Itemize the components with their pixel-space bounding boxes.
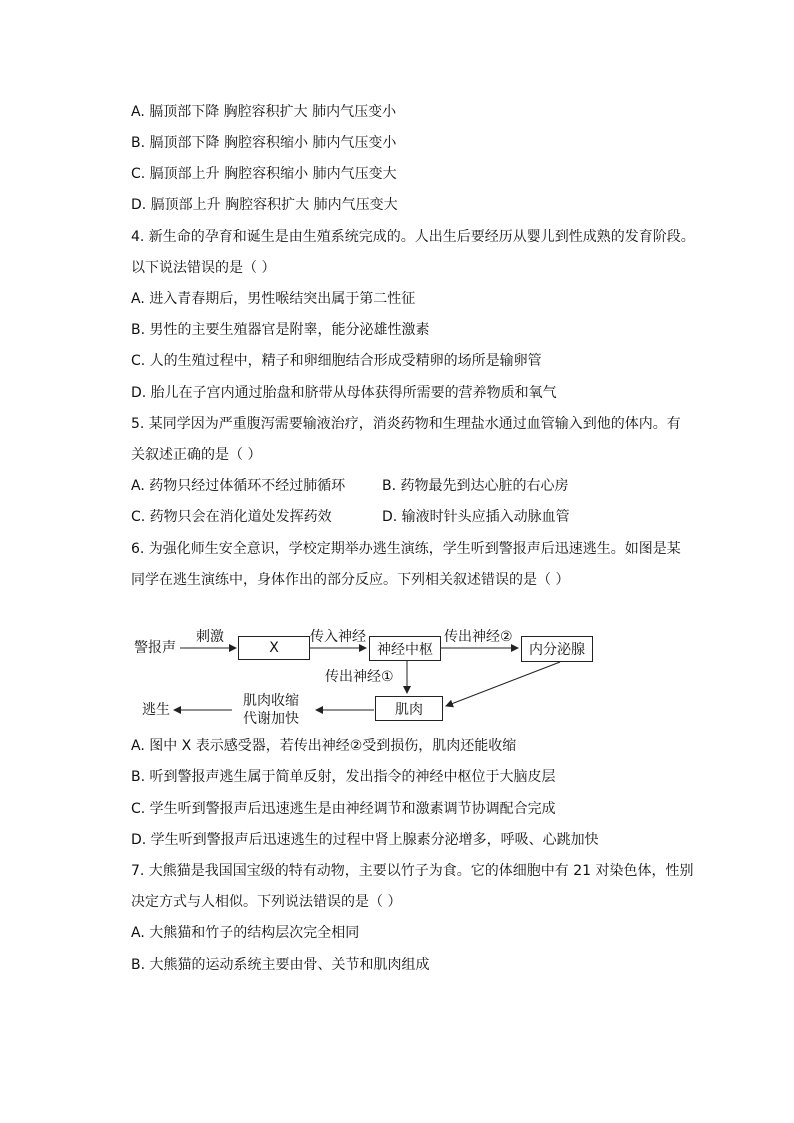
- q3-option-d: D. 膈顶部上升 胸腔容积扩大 肺内气压变大: [131, 197, 398, 213]
- reflex-diagram: [120, 620, 640, 730]
- efferent-nerve-2-label: 传出神经②: [444, 629, 513, 645]
- q5-stem-line1: 5. 某同学因为严重腹泻需要输液治疗，消炎药物和生理盐水通过血管输入到他的体内。有: [131, 416, 681, 432]
- q4-option-d: D. 胎儿在子宫内通过胎盘和脐带从母体获得所需要的营养物质和氧气: [131, 385, 557, 401]
- q7-stem-line2: 决定方式与人相似。下列说法错误的是（ ）: [131, 894, 402, 910]
- q6-option-d: D. 学生听到警报声后迅速逃生的过程中肾上腺素分泌增多，呼吸、心跳加快: [131, 832, 599, 848]
- q6-option-b: B. 听到警报声逃生属于简单反射，发出指令的神经中枢位于大脑皮层: [131, 769, 556, 785]
- q4-stem-line2: 以下说法错误的是（ ）: [131, 260, 276, 276]
- q6-stem-line2: 同学在逃生演练中，身体作出的部分反应。下列相关叙述错误的是（ ）: [131, 572, 570, 588]
- q4-stem-line1: 4. 新生命的孕育和诞生是由生殖系统完成的。人出生后要经历从婴儿到性成熟的发育阶段。: [131, 229, 695, 245]
- escape-label: 逃生: [142, 702, 170, 718]
- nerve-center-box: 神经中枢: [369, 636, 441, 661]
- x-box: X: [238, 636, 310, 660]
- response-line2-label: 代谢加快: [243, 711, 299, 727]
- q5-option-c: C. 药物只会在消化道处发挥药效: [131, 509, 332, 525]
- alarm-label: 警报声: [134, 640, 176, 656]
- afferent-nerve-label: 传入神经: [310, 629, 366, 645]
- q3-option-c: C. 膈顶部上升 胸腔容积缩小 肺内气压变大: [131, 166, 397, 182]
- q7-option-a: A. 大熊猫和竹子的结构层次完全相同: [131, 925, 360, 941]
- q5-option-d: D. 输液时针头应插入动脉血管: [382, 509, 570, 525]
- arrow-endocrine-to-muscle: [446, 662, 560, 706]
- q5-option-a: A. 药物只经过体循环不经过肺循环: [131, 478, 346, 494]
- q6-option-c: C. 学生听到警报声后迅速逃生是由神经调节和激素调节协调配合完成: [131, 801, 556, 817]
- response-line1-label: 肌肉收缩: [243, 693, 299, 709]
- q4-option-b: B. 男性的主要生殖器官是附睾，能分泌雄性激素: [131, 322, 430, 338]
- q5-stem-line2: 关叙述正确的是（ ）: [131, 447, 262, 463]
- endocrine-gland-box: 内分泌腺: [521, 636, 593, 662]
- q4-option-c: C. 人的生殖过程中，精子和卵细胞结合形成受精卵的场所是输卵管: [131, 353, 542, 369]
- q3-option-a: A. 膈顶部下降 胸腔容积扩大 肺内气压变小: [131, 104, 397, 120]
- q5-option-b: B. 药物最先到达心脏的右心房: [382, 478, 569, 494]
- q4-option-a: A. 进入青春期后，男性喉结突出属于第二性征: [131, 291, 416, 307]
- q6-option-a: A. 图中 X 表示感受器，若传出神经②受到损伤，肌肉还能收缩: [131, 738, 517, 754]
- q7-stem-line1: 7. 大熊猫是我国国宝级的特有动物，主要以竹子为食。它的体细胞中有 21 对染色体，性别: [131, 863, 694, 879]
- q7-option-b: B. 大熊猫的运动系统主要由骨、关节和肌肉组成: [131, 957, 430, 973]
- muscle-box: 肌肉: [375, 696, 443, 721]
- q3-option-b: B. 膈顶部下降 胸腔容积缩小 肺内气压变小: [131, 135, 397, 151]
- stimulus-label: 刺激: [196, 629, 224, 645]
- q6-stem-line1: 6. 为强化师生安全意识，学校定期举办逃生演练，学生听到警报声后迅速逃生。如图是某: [131, 541, 681, 557]
- efferent-nerve-1-label: 传出神经①: [325, 669, 394, 685]
